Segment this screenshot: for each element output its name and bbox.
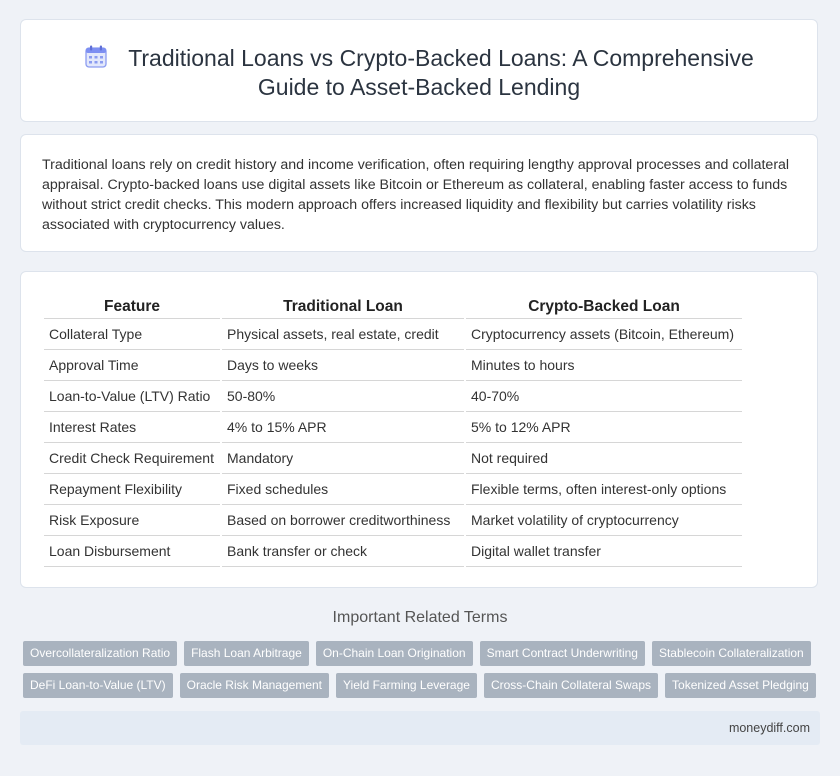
table-cell: Loan Disbursement xyxy=(44,536,220,567)
related-tag[interactable]: On-Chain Loan Origination xyxy=(316,641,473,666)
header-traditional-loan: Traditional Loan xyxy=(222,296,464,319)
table-cell: Fixed schedules xyxy=(222,474,464,505)
comparison-card xyxy=(20,271,818,588)
header-feature: Feature xyxy=(44,296,220,319)
related-tag[interactable]: Cross-Chain Collateral Swaps xyxy=(484,673,658,698)
table-cell: Cryptocurrency assets (Bitcoin, Ethereum) xyxy=(466,319,742,350)
related-tags-row xyxy=(23,641,811,666)
table-row xyxy=(44,505,742,536)
comparison-table xyxy=(42,296,744,567)
table-header-row xyxy=(44,296,742,319)
related-tags-row xyxy=(23,673,816,698)
table-cell: Loan-to-Value (LTV) Ratio xyxy=(44,381,220,412)
table-row xyxy=(44,536,742,567)
related-tag[interactable]: Tokenized Asset Pledging xyxy=(665,673,816,698)
intro-card xyxy=(20,134,818,252)
calendar-icon xyxy=(84,45,108,69)
table-cell: Market volatility of cryptocurrency xyxy=(466,505,742,536)
table-cell: Collateral Type xyxy=(44,319,220,350)
table-cell: 5% to 12% APR xyxy=(466,412,742,443)
table-cell: Bank transfer or check xyxy=(222,536,464,567)
footer-bar xyxy=(20,711,820,745)
table-cell: Interest Rates xyxy=(44,412,220,443)
table-cell: Physical assets, real estate, credit xyxy=(222,319,464,350)
title-line-2: Guide to Asset-Backed Lending xyxy=(257,74,581,100)
header-crypto-backed-loan: Crypto-Backed Loan xyxy=(466,296,742,319)
table-row xyxy=(44,319,742,350)
table-row xyxy=(44,350,742,381)
related-tag[interactable]: Flash Loan Arbitrage xyxy=(184,641,309,666)
related-tag[interactable]: Yield Farming Leverage xyxy=(336,673,477,698)
page-title xyxy=(21,44,817,102)
title-card xyxy=(20,19,818,122)
table-cell: Based on borrower creditworthiness xyxy=(222,505,464,536)
related-tag[interactable]: Oracle Risk Management xyxy=(180,673,329,698)
table-cell: 4% to 15% APR xyxy=(222,412,464,443)
table-cell: Repayment Flexibility xyxy=(44,474,220,505)
table-cell: Minutes to hours xyxy=(466,350,742,381)
intro-paragraph: Traditional loans rely on credit history and income verification, often requiring lengthy approval processes and collateral appraisal. Crypto-backed loans use digital assets like Bitcoin or Ethereum as collateral, enabling faster access to funds without strict credit checks. This modern approach offers increased liquidity and flexibility but carries volatility risks associated with cryptocurrency values. xyxy=(42,157,790,233)
table-cell: Credit Check Requirement xyxy=(44,443,220,474)
table-cell: Not required xyxy=(466,443,742,474)
related-tag[interactable]: Overcollateralization Ratio xyxy=(23,641,177,666)
table-cell: Flexible terms, often interest-only options xyxy=(466,474,742,505)
related-terms-heading: Important Related Terms xyxy=(332,609,508,626)
table-row xyxy=(44,443,742,474)
table-row xyxy=(44,474,742,505)
table-row xyxy=(44,381,742,412)
related-tag[interactable]: Stablecoin Collateralization xyxy=(652,641,811,666)
table-cell: Approval Time xyxy=(44,350,220,381)
table-cell: 40-70% xyxy=(466,381,742,412)
footer-site-link[interactable]: moneydiff.com xyxy=(728,721,810,735)
title-line-1: Traditional Loans vs Crypto-Backed Loans: A Comprehensive xyxy=(128,45,754,71)
table-cell: Risk Exposure xyxy=(44,505,220,536)
related-tag[interactable]: DeFi Loan-to-Value (LTV) xyxy=(23,673,173,698)
table-row xyxy=(44,412,742,443)
related-tag[interactable]: Smart Contract Underwriting xyxy=(480,641,645,666)
table-cell: Mandatory xyxy=(222,443,464,474)
table-cell: Days to weeks xyxy=(222,350,464,381)
table-cell: Digital wallet transfer xyxy=(466,536,742,567)
table-cell: 50-80% xyxy=(222,381,464,412)
